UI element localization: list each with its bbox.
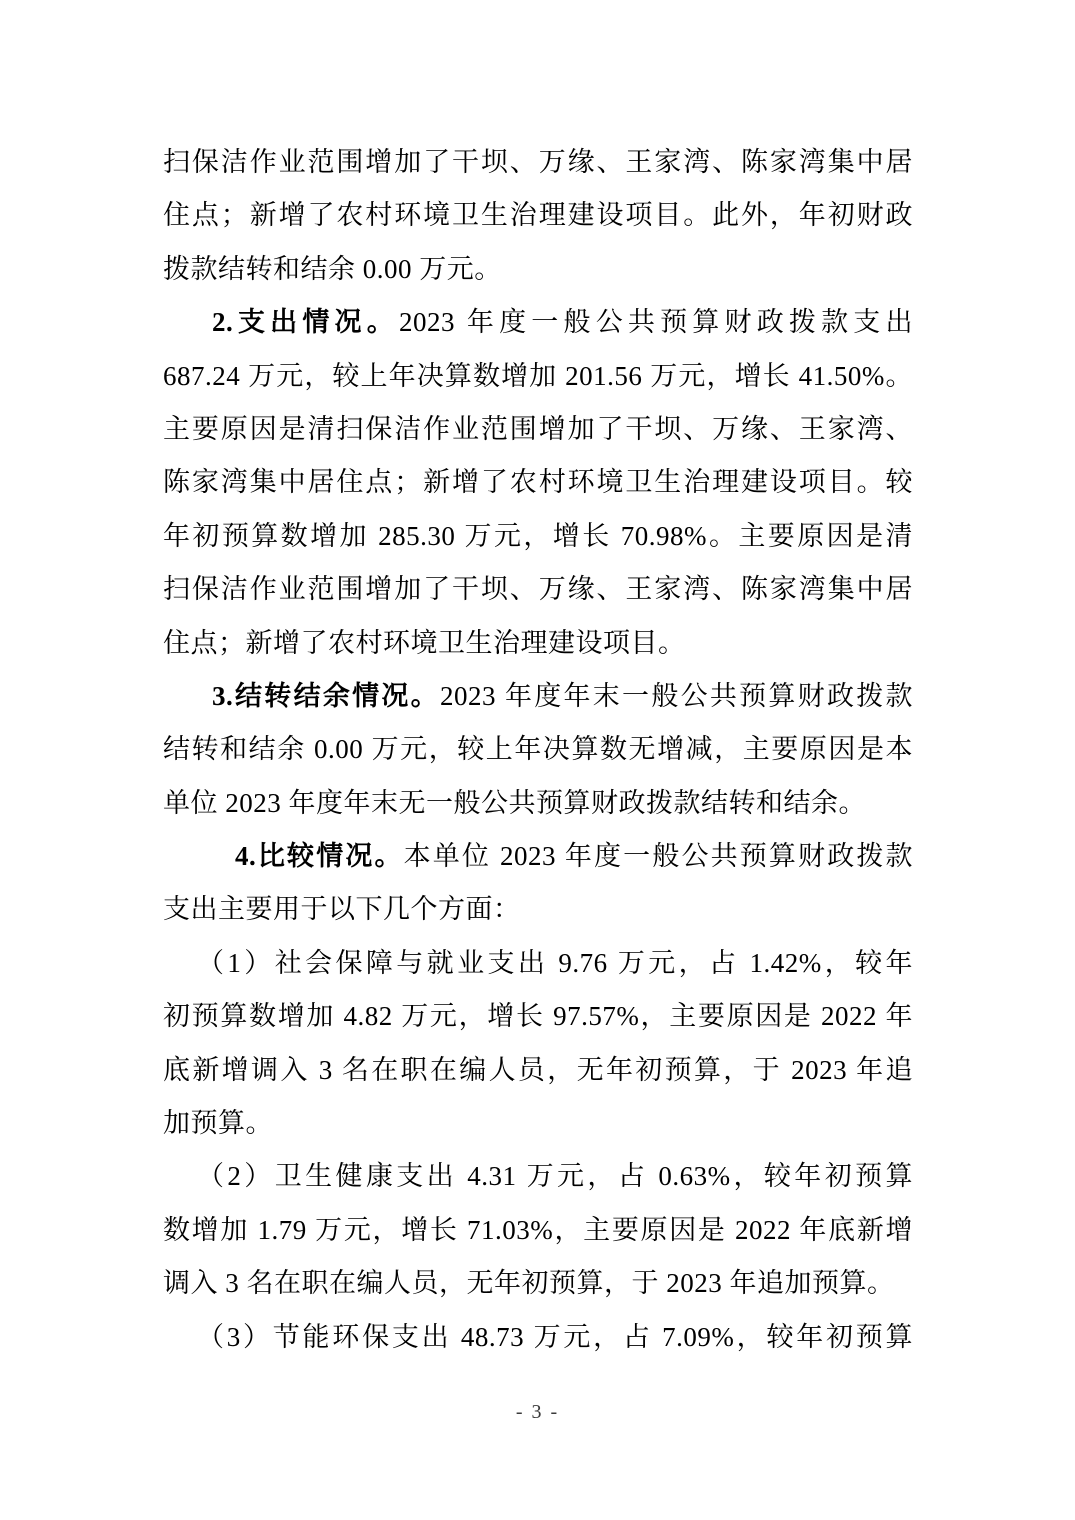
text-line bbox=[163, 617, 913, 670]
text-run: 数增加 1.79 万元，增长 71.03%，主要原因是 2022 年底新增 bbox=[163, 1214, 913, 1245]
text-run: 2023 年度一般公共预算财政拨款支出 bbox=[398, 307, 913, 338]
text-run: 结转和结余 0.00 万元，较上年决算数无增减，主要原因是本 bbox=[163, 734, 913, 765]
paragraph-item-2-health bbox=[163, 1150, 913, 1310]
text-run: 拨款结转和结余 0.00 万元。 bbox=[163, 253, 502, 284]
text-run: 支出主要用于以下几个方面： bbox=[163, 894, 521, 925]
text-line bbox=[163, 243, 913, 296]
text-line bbox=[163, 1257, 913, 1310]
text-line bbox=[163, 296, 913, 349]
text-line bbox=[163, 670, 913, 723]
text-line bbox=[163, 350, 913, 403]
text-line bbox=[163, 777, 913, 830]
paragraph-item-1-social-security bbox=[163, 937, 913, 1151]
text-line bbox=[163, 830, 913, 883]
text-line bbox=[163, 510, 913, 563]
text-line bbox=[163, 723, 913, 776]
paragraph-item-3-energy-conservation bbox=[163, 1311, 913, 1364]
paragraph-expenditure bbox=[163, 296, 913, 670]
page-footer bbox=[0, 1398, 1075, 1426]
text-line bbox=[163, 1311, 913, 1364]
text-run: （3）节能环保支出 48.73 万元，占 7.09%，较年初预算 bbox=[197, 1321, 913, 1352]
text-run: 扫保洁作业范围增加了干坝、万缘、王家湾、陈家湾集中居 bbox=[163, 574, 913, 605]
text-line bbox=[163, 403, 913, 456]
text-run: 底新增调入 3 名在职在编人员，无年初预算，于 2023 年追 bbox=[163, 1054, 913, 1085]
text-run: 687.24 万元，较上年决算数增加 201.56 万元，增长 41.50%。 bbox=[163, 360, 913, 391]
text-line bbox=[163, 136, 913, 189]
text-run: 初预算数增加 4.82 万元，增长 97.57%，主要原因是 2022 年 bbox=[163, 1001, 913, 1032]
text-run: 住点；新增了农村环境卫生治理建设项目。 bbox=[163, 627, 686, 658]
bold-heading-run: 4.比较情况。 bbox=[235, 841, 404, 872]
text-run: （1）社会保障与就业支出 9.76 万元，占 1.42%，较年 bbox=[197, 947, 913, 978]
text-line bbox=[163, 883, 913, 936]
page-number: - 3 - bbox=[515, 1401, 560, 1423]
text-line bbox=[163, 189, 913, 242]
text-line bbox=[163, 1097, 913, 1150]
paragraph-comparison bbox=[163, 830, 913, 937]
text-run: 2023 年度年末一般公共预算财政拨款 bbox=[439, 680, 913, 711]
bold-heading-run: 2.支出情况。 bbox=[212, 307, 399, 338]
paragraph-carryover bbox=[163, 670, 913, 830]
text-run: 扫保洁作业范围增加了干坝、万缘、王家湾、陈家湾集中居 bbox=[163, 147, 913, 177]
text-run: 本单位 2023 年度一般公共预算财政拨款 bbox=[403, 841, 913, 872]
text-line bbox=[163, 937, 913, 990]
text-line bbox=[163, 990, 913, 1043]
text-line bbox=[163, 1044, 913, 1097]
text-run: 住点；新增了农村环境卫生治理建设项目。此外，年初财政 bbox=[163, 200, 913, 231]
text-line bbox=[163, 1204, 913, 1257]
text-line bbox=[163, 1150, 913, 1203]
bold-heading-run: 3.结转结余情况。 bbox=[212, 680, 440, 711]
paragraph-income-continued bbox=[163, 136, 913, 296]
text-run: 年初预算数增加 285.30 万元，增长 70.98%。主要原因是清 bbox=[163, 520, 913, 551]
text-line bbox=[163, 563, 913, 616]
text-run: 主要原因是清扫保洁作业范围增加了干坝、万缘、王家湾、 bbox=[163, 413, 913, 444]
text-run: 调入 3 名在职在编人员，无年初预算，于 2023 年追加预算。 bbox=[163, 1268, 895, 1299]
text-run: 陈家湾集中居住点；新增了农村环境卫生治理建设项目。较 bbox=[163, 467, 913, 498]
text-line bbox=[163, 456, 913, 509]
text-run: （2）卫生健康支出 4.31 万元，占 0.63%，较年初预算 bbox=[197, 1161, 913, 1192]
text-run: 单位 2023 年度年末无一般公共预算财政拨款结转和结余。 bbox=[163, 787, 866, 818]
text-run: 加预算。 bbox=[163, 1108, 273, 1139]
document-body bbox=[163, 136, 913, 1364]
